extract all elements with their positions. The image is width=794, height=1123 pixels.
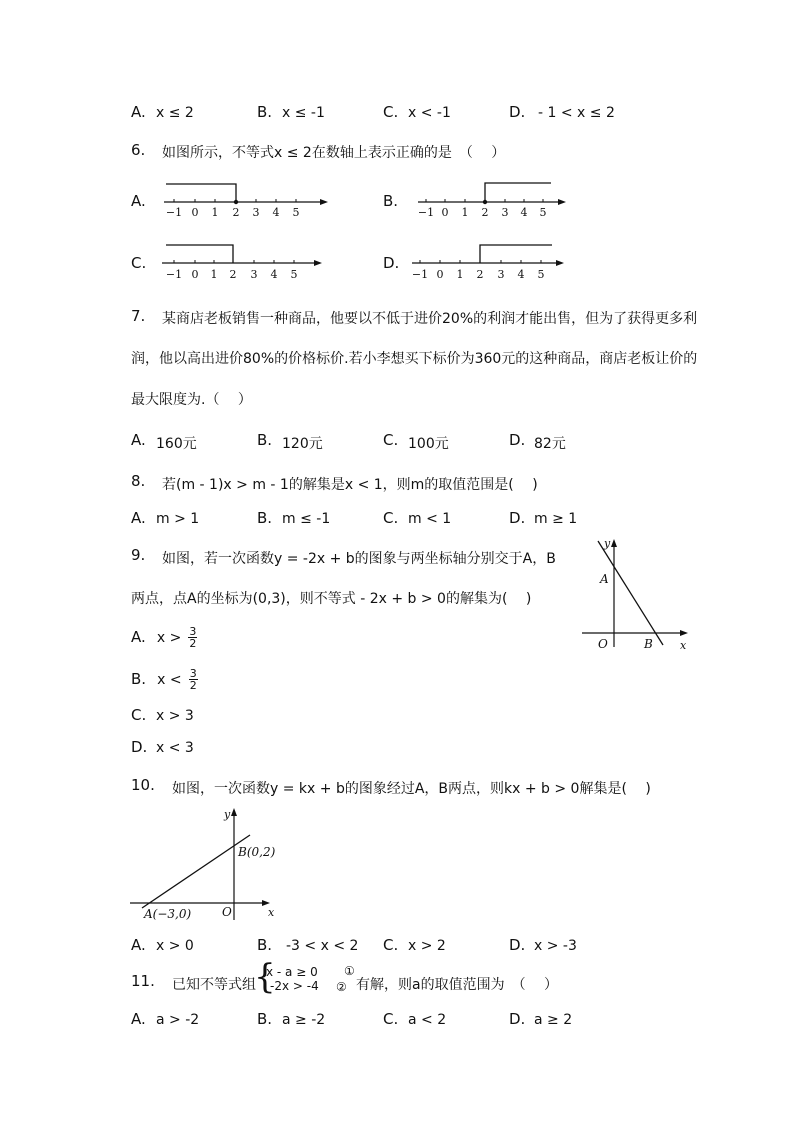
q7-option-a-text: 160元 xyxy=(156,436,197,452)
q7-line-2: 润，他以高出进价80%的价格标价.若小李想买下标价为360元的这种商品，商店老板让价的 xyxy=(131,351,698,367)
q5-option-a-letter: A. xyxy=(131,103,146,121)
q6-a-tick-label: 3 xyxy=(252,206,260,219)
q9-option-a-fraction xyxy=(188,626,197,649)
q10-stem: 如图，一次函数y = kx + b的图象经过A，B两点，则kx + b > 0解集是( ) xyxy=(172,781,651,797)
q9-a-denominator: 2 xyxy=(189,637,197,650)
q9-y-label: y xyxy=(604,537,611,550)
q6-a-tick-label: 5 xyxy=(292,206,300,219)
q6-d-tick-label: 4 xyxy=(517,268,525,281)
q11-inequality-2: -2x > -4 xyxy=(270,979,319,993)
q6-a-tick-label: 0 xyxy=(191,206,199,219)
q9-point-b-label: B xyxy=(644,637,653,651)
q11-number: 11. xyxy=(131,972,155,990)
q8-option-b-text: m ≤ -1 xyxy=(282,511,331,527)
q5-option-a-text: x ≤ 2 xyxy=(156,105,194,121)
q6-c-tick-label: 2 xyxy=(229,268,237,281)
q6-option-b-letter: B. xyxy=(383,192,399,210)
q5-option-d-text: - 1 < x ≤ 2 xyxy=(538,105,615,121)
q6-b-tick-label: 1 xyxy=(461,206,469,219)
q6-d-tick-label: 5 xyxy=(537,268,545,281)
q6-d-tick-label: 0 xyxy=(436,268,444,281)
q10-option-d-letter: D. xyxy=(509,936,526,954)
q6-number: 6. xyxy=(131,141,146,159)
q7-option-d-letter: D. xyxy=(509,431,526,449)
q8-option-c-letter: C. xyxy=(383,509,399,527)
q6-a-ray xyxy=(166,184,236,202)
q9-option-b-text: x < xyxy=(157,672,182,688)
q11-mark-1: ① xyxy=(344,964,355,978)
q5-option-d-letter: D. xyxy=(509,103,526,121)
q10-y-label: y xyxy=(224,808,231,821)
q6-number-line-b xyxy=(414,178,570,220)
q7-option-c-text: 100元 xyxy=(408,436,449,452)
q10-point-b-label: B(0,2) xyxy=(238,845,276,859)
q11-option-d-letter: D. xyxy=(509,1010,526,1028)
q7-option-a-letter: A. xyxy=(131,431,146,449)
q9-graph xyxy=(578,535,696,653)
q9-option-a-text: x > xyxy=(156,630,182,646)
q6-stem: 如图所示，不等式x ≤ 2在数轴上表示正确的是 （ ） xyxy=(162,145,506,161)
q11-brace: { xyxy=(254,957,276,997)
q7-line-3: 最大限度为.（ ） xyxy=(131,392,252,408)
q6-option-a-letter: A. xyxy=(131,192,146,210)
q10-option-a-text: x > 0 xyxy=(156,938,194,954)
q10-x-label: x xyxy=(268,906,275,919)
q6-c-tick-label: 0 xyxy=(191,268,199,281)
q8-option-d-text: m ≥ 1 xyxy=(534,511,578,527)
q6-b-tick-label: 2 xyxy=(481,206,489,219)
q6-number-line-c xyxy=(158,238,326,282)
q6-b-tick-label: 5 xyxy=(539,206,547,219)
q7-line-1: 某商店老板销售一种商品，他要以不低于进价20%的利润才能出售，但为了获得更多利 xyxy=(162,311,698,327)
q6-c-tick-label: 3 xyxy=(250,268,258,281)
q9-number: 9. xyxy=(131,546,146,564)
q9-origin-label: O xyxy=(598,637,608,651)
q7-option-b-letter: B. xyxy=(257,431,273,449)
q9-line-2: 两点，点A的坐标为(0,3)，则不等式 - 2x + b > 0的解集为( ) xyxy=(131,591,532,607)
q11-option-b-text: a ≥ -2 xyxy=(282,1012,326,1028)
q6-option-d-letter: D. xyxy=(383,254,400,272)
q6-d-tick-label: 3 xyxy=(497,268,505,281)
q9-point-a-label: A xyxy=(600,572,609,586)
q6-b-tick-label: 4 xyxy=(520,206,528,219)
q10-option-d-text: x > -3 xyxy=(534,938,577,954)
q9-option-b-letter: B. xyxy=(131,670,147,688)
q6-c-tick-label: −1 xyxy=(165,268,183,281)
q9-option-b xyxy=(131,668,198,691)
q10-origin-label: O xyxy=(222,905,232,919)
q8-number: 8. xyxy=(131,472,146,490)
q6-b-ray xyxy=(485,183,551,202)
q11-option-c-text: a < 2 xyxy=(408,1012,447,1028)
q9-option-d-letter: D. xyxy=(131,738,148,756)
q6-b-tick-label: −1 xyxy=(417,206,435,219)
q11-inequality-1: x - a ≥ 0 xyxy=(266,965,318,979)
q6-b-solid-dot xyxy=(483,200,487,204)
q7-option-d-text: 82元 xyxy=(534,436,566,452)
q9-option-d-text: x < 3 xyxy=(156,740,194,756)
q11-option-a-text: a > -2 xyxy=(156,1012,200,1028)
q11-pre-text: 已知不等式组 xyxy=(172,977,256,993)
q6-c-tick-label: 5 xyxy=(290,268,298,281)
q6-number-line-a xyxy=(160,178,330,220)
q6-d-tick-label: 1 xyxy=(456,268,464,281)
q6-a-tick-label: 4 xyxy=(272,206,280,219)
q8-option-b-letter: B. xyxy=(257,509,273,527)
q5-option-b-letter: B. xyxy=(257,103,273,121)
q6-a-tick-label: 2 xyxy=(232,206,240,219)
q6-a-tick-label: 1 xyxy=(211,206,219,219)
q7-option-b-text: 120元 xyxy=(282,436,323,452)
q9-option-c-text: x > 3 xyxy=(156,708,194,724)
q10-point-a-label: A(−3,0) xyxy=(144,907,192,921)
q5-option-c-letter: C. xyxy=(383,103,399,121)
q9-b-denominator: 2 xyxy=(189,679,197,692)
q6-a-solid-dot xyxy=(234,200,238,204)
q10-number: 10. xyxy=(131,776,155,794)
q8-option-a-letter: A. xyxy=(131,509,146,527)
q6-option-c-letter: C. xyxy=(131,254,147,272)
q6-d-tick-label: 2 xyxy=(476,268,484,281)
q10-option-c-letter: C. xyxy=(383,936,399,954)
q6-number-line-d xyxy=(408,238,568,282)
q11-option-b-letter: B. xyxy=(257,1010,273,1028)
q11-post-text: 有解，则a的取值范围为 （ ） xyxy=(356,977,559,993)
q5-option-b-text: x ≤ -1 xyxy=(282,105,325,121)
q6-c-tick-label: 1 xyxy=(210,268,218,281)
q8-stem: 若(m - 1)x > m - 1的解集是x < 1，则m的取值范围是( ) xyxy=(162,477,538,493)
q7-option-c-letter: C. xyxy=(383,431,399,449)
q6-c-ray xyxy=(166,245,233,263)
q10-option-a-letter: A. xyxy=(131,936,146,954)
q10-option-b-letter: B. xyxy=(257,936,273,954)
q6-b-tick-label: 3 xyxy=(501,206,509,219)
q8-option-c-text: m < 1 xyxy=(408,511,452,527)
q9-option-b-fraction xyxy=(189,668,198,691)
q6-c-tick-label: 4 xyxy=(270,268,278,281)
q9-b-numerator: 3 xyxy=(189,667,197,680)
q10-graph xyxy=(128,804,288,924)
q11-option-d-text: a ≥ 2 xyxy=(534,1012,573,1028)
q8-option-d-letter: D. xyxy=(509,509,526,527)
q11-mark-2: ② xyxy=(336,980,347,994)
q9-function-line xyxy=(598,541,663,645)
q9-a-numerator: 3 xyxy=(189,625,197,638)
q7-number: 7. xyxy=(131,307,146,325)
q10-option-b-text: -3 < x < 2 xyxy=(286,938,359,954)
q9-option-a xyxy=(131,626,197,649)
q11-option-a-letter: A. xyxy=(131,1010,146,1028)
q11-option-c-letter: C. xyxy=(383,1010,399,1028)
q6-a-tick-label: −1 xyxy=(165,206,183,219)
q5-option-c-text: x < -1 xyxy=(408,105,451,121)
q9-option-a-letter: A. xyxy=(131,628,146,646)
q6-b-tick-label: 0 xyxy=(441,206,449,219)
q10-option-c-text: x > 2 xyxy=(408,938,446,954)
q8-option-a-text: m > 1 xyxy=(156,511,200,527)
q9-option-c-letter: C. xyxy=(131,706,147,724)
q9-line-1: 如图，若一次函数y = -2x + b的图象与两坐标轴分别交于A，B xyxy=(162,551,556,567)
q9-x-label: x xyxy=(680,639,687,652)
q6-d-tick-label: −1 xyxy=(411,268,429,281)
